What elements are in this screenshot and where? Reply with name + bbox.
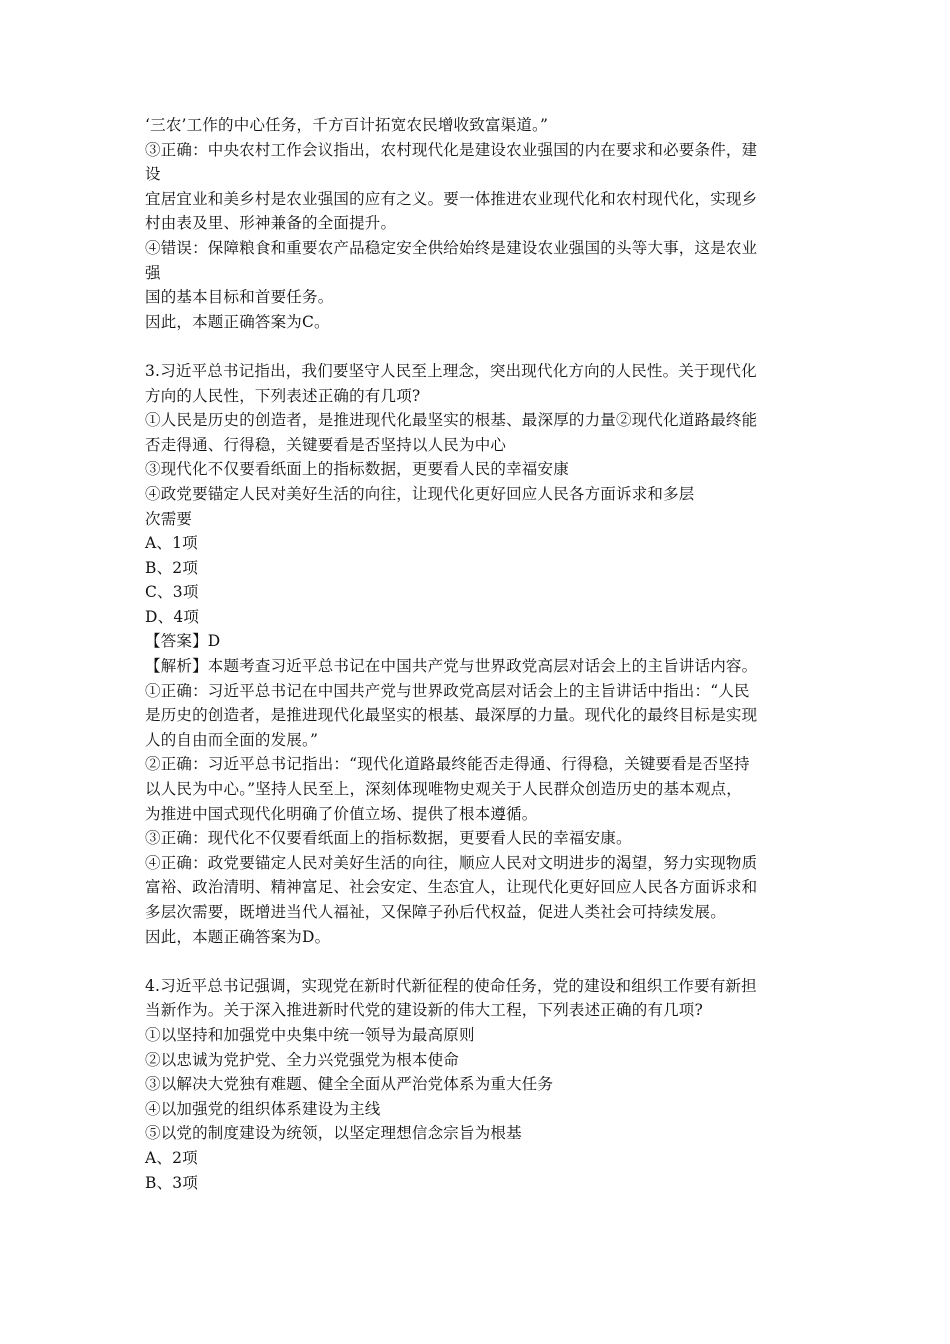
text-line: 村由表及里、形神兼备的全面提升。 (145, 214, 397, 233)
text-line: ⑤以党的制度建设为统领，以坚定理想信念宗旨为根基 (145, 1124, 522, 1143)
text-line: 富裕、政治清明、精神富足、社会安定、生态宜人，让现代化更好回应人民各方面诉求和 (145, 878, 758, 897)
text-line: ④错误：保障粮食和重要农产品稳定安全供给始终是建设农业强国的头等大事，这是农业 (145, 238, 758, 257)
text-line: C、3项 (145, 583, 199, 602)
text-line: ‘三农’工作的中心任务，千方百计拓宽农民增收致富渠道。” (145, 116, 549, 134)
text-line: ④政党要锚定人民对美好生活的向往，让现代化更好回应人民各方面诉求和多层 (145, 484, 695, 503)
text-line: 3.习近平总书记指出，我们要坚守人民至上理念，突出现代化方向的人民性。关于现代化 (145, 361, 757, 380)
text-line: ③正确：中央农村工作会议指出，农村现代化是建设农业强国的内在要求和必要条件，建 (145, 140, 758, 159)
text-line: ①正确：习近平总书记在中国共产党与世界政党高层对话会上的主旨讲话中指出：“人民 (145, 681, 750, 700)
text-line: 4.习近平总书记强调，实现党在新时代新征程的使命任务，党的建设和组织工作要有新担 (145, 976, 757, 995)
text-line: B、3项 (145, 1173, 199, 1192)
text-line: 方向的人民性，下列表述正确的有几项? (145, 386, 421, 405)
text-line: 国的基本目标和首要任务。 (145, 288, 334, 307)
text-line: ②以忠诚为党护党、全力兴党强党为根本使命 (145, 1050, 460, 1069)
text-line: 多层次需要，既增进当代人福祉，又保障子孙后代权益，促进人类社会可持续发展。 (145, 903, 726, 921)
text-line: 因此，本题正确答案为D。 (145, 927, 331, 946)
text-line: ③正确：现代化不仅要看纸面上的指标数据，更要看人民的幸福安康。 (145, 829, 632, 848)
document-body (145, 113, 817, 1195)
text-line: A、2项 (145, 1148, 198, 1167)
text-line: ②正确：习近平总书记指出：“现代化道路最终能否走得通、行得稳，关键要看是否坚持 (145, 755, 750, 774)
text-line: 【答案】D (145, 632, 221, 651)
text-line: 为推进中国式现代化明确了价值立场、提供了根本遵循。 (145, 804, 538, 823)
text-line: 以人民为中心。”坚持人民至上，深刻体现唯物史观关于人民群众创造历史的基本观点， (145, 780, 742, 799)
text-line: 人的自由而全面的发展。” (145, 730, 319, 749)
text-line: 强 (145, 263, 161, 282)
blank-line (145, 334, 817, 359)
blank-line (145, 949, 817, 974)
text-line: ③现代化不仅要看纸面上的指标数据，更要看人民的幸福安康 (145, 460, 569, 479)
text-line: 是历史的创造者，是推进现代化最坚实的根基、最深厚的力量。现代化的最终目标是实现 (145, 706, 758, 725)
text-line: 否走得通、行得稳，关键要看是否坚持以人民为中心 (145, 435, 507, 454)
text-line: A、1项 (145, 534, 198, 553)
text-line: ④以加强党的组织体系建设为主线 (145, 1099, 381, 1118)
text-line: 因此，本题正确答案为C。 (145, 312, 330, 331)
text-line: D、4项 (145, 607, 200, 626)
text-line: 设 (145, 165, 161, 184)
text-line: 当新作为。关于深入推进新时代党的建设新的伟大工程，下列表述正确的有几项? (145, 1001, 704, 1020)
text-line: ①人民是历史的创造者，是推进现代化最坚实的根基、最深厚的力量②现代化道路最终能 (145, 411, 758, 430)
text-line: B、2项 (145, 558, 199, 577)
text-line: 【解析】本题考查习近平总书记在中国共产党与世界政党高层对话会上的主旨讲话内容。 (145, 657, 758, 676)
text-line: ④正确：政党要锚定人民对美好生活的向往，顺应人民对文明进步的渴望，努力实现物质 (145, 853, 758, 872)
text-line: 宜居宜业和美乡村是农业强国的应有之义。要一体推进农业现代化和农村现代化，实现乡 (145, 189, 758, 208)
text-line: 次需要 (145, 509, 193, 528)
text-line: ①以坚持和加强党中央集中统一领导为最高原则 (145, 1025, 475, 1044)
text-line: ③以解决大党独有难题、健全全面从严治党体系为重大任务 (145, 1075, 554, 1094)
